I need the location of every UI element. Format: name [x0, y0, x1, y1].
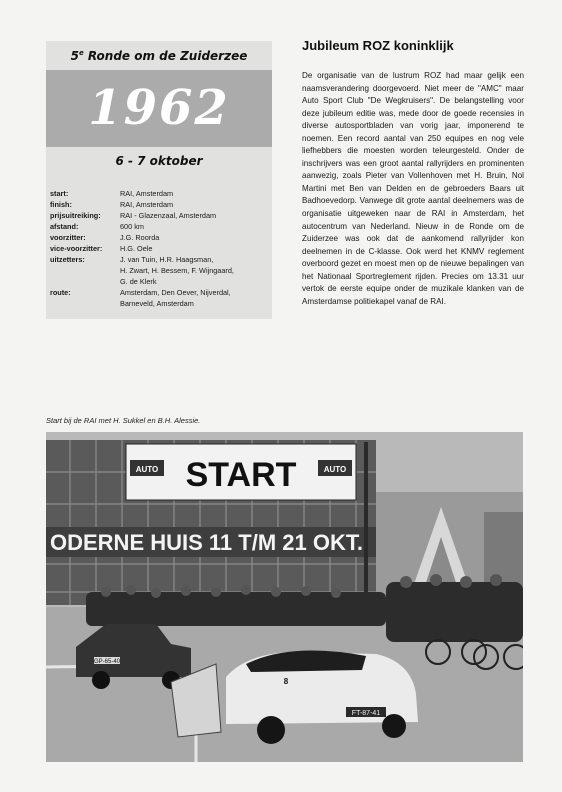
car-start-number: 8	[283, 677, 289, 686]
banner-left-logo: AUTO	[135, 465, 159, 474]
detail-value	[120, 287, 268, 309]
detail-label: route:	[50, 288, 71, 297]
detail-value	[120, 210, 268, 221]
detail-value	[120, 254, 268, 287]
banner-right-logo: AUTO	[323, 465, 347, 474]
detail-label: start:	[50, 189, 69, 198]
event-title-text: Ronde om de Zuiderzee	[83, 49, 248, 63]
detail-value-line: J. van Tuin, H.R. Haagsman,	[120, 255, 214, 264]
detail-value-line: J.G. Roorda	[120, 233, 160, 242]
start-photo	[46, 432, 523, 762]
banner-start-text: START	[185, 456, 297, 494]
detail-value	[120, 188, 268, 199]
detail-row	[50, 221, 268, 232]
detail-label: vice-voorzitter:	[50, 244, 103, 253]
event-year: 1962	[88, 80, 230, 136]
detail-value-line: RAI, Amsterdam	[120, 189, 174, 198]
detail-label: afstand:	[50, 222, 79, 231]
right-car-plate: FT-87-41	[351, 710, 381, 717]
building-sign: ODERNE HUIS 11 T/M 21 OKT.	[50, 530, 363, 555]
start-photo-illustration	[46, 432, 523, 762]
detail-value-line: H. Zwart, H. Bessem, F. Wijngaard,	[120, 266, 234, 275]
detail-value-line: Barneveld, Amsterdam	[120, 299, 194, 308]
event-date: 6 - 7 oktober	[115, 154, 203, 168]
left-car-plate: GP-65-40	[93, 659, 121, 665]
detail-value	[120, 243, 268, 254]
event-number-suffix: e	[78, 49, 84, 57]
event-details	[50, 188, 268, 309]
detail-row	[50, 210, 268, 221]
detail-row	[50, 243, 268, 254]
detail-value	[120, 221, 268, 232]
article-headline: Jubileum ROZ koninklijk	[302, 38, 454, 53]
detail-label: finish:	[50, 200, 72, 209]
detail-value	[120, 232, 268, 243]
detail-value	[120, 199, 268, 210]
detail-label: prijsuitreiking:	[50, 211, 101, 220]
event-number: 5	[70, 49, 79, 63]
article-body: De organisatie van de lustrum ROZ had maar gelijk een naamsverandering doorgevoerd. Niet meer de "AMC" maar Auto Sport Club "De Wegkruisers". De belangstelling voor deze jubileum editie was, mede door de goede recensies in diverse autosportbladen van vorig jaar, imponerend te noemen. Een record aantal van 250 equipes en nog vele liefhebbers die moesten worden teleurgesteld. Onder de inschrijvers was een groot aantal rallyrijders en prominenten aanwezig, zoals Pieter van Vollenhoven met H. Bruin, Nol Martini met Ben van Delden en de gebroeders Baars uit Badhoevedorp. Vanwege dit grote aantal deelnemers was de organisatie uitgeweken naar de RAI in Amsterdam, het autocentrum van Nederland. Nieuw in de Ronde om de Zuiderzee was ook dat de aankomend rallyrijder kon deelnemen in de C-klasse. Ook werd het KNMV reglement overboord gezet en moest men op de nieuwe bepalingen van het Nationaal Sportreglement rijden. Precies om 13.31 uur vertok de eerste equipe onder de muzikale klanken van de Amsterdamse politiekapel vanaf de RAI.	[302, 71, 524, 306]
detail-value-line: G. de Klerk	[120, 277, 157, 286]
photo-caption: Start bij de RAI met H. Sukkel en B.H. Alessie.	[46, 416, 201, 425]
detail-row	[50, 287, 268, 309]
detail-row	[50, 232, 268, 243]
detail-label: voorzitter:	[50, 233, 86, 242]
year-band	[46, 70, 272, 147]
detail-row	[50, 199, 268, 210]
detail-row	[50, 254, 268, 287]
detail-row	[50, 188, 268, 199]
detail-value-line: Amsterdam, Den Oever, Nijverdal,	[120, 288, 231, 297]
event-title	[46, 49, 272, 63]
detail-label: uitzetters:	[50, 255, 85, 264]
detail-value-line: 600 km	[120, 222, 144, 231]
detail-value-line: H.G. Oele	[120, 244, 153, 253]
detail-value-line: RAI, Amsterdam	[120, 200, 174, 209]
event-info-box	[46, 41, 272, 319]
detail-value-line: RAI - Glazenzaal, Amsterdam	[120, 211, 217, 220]
